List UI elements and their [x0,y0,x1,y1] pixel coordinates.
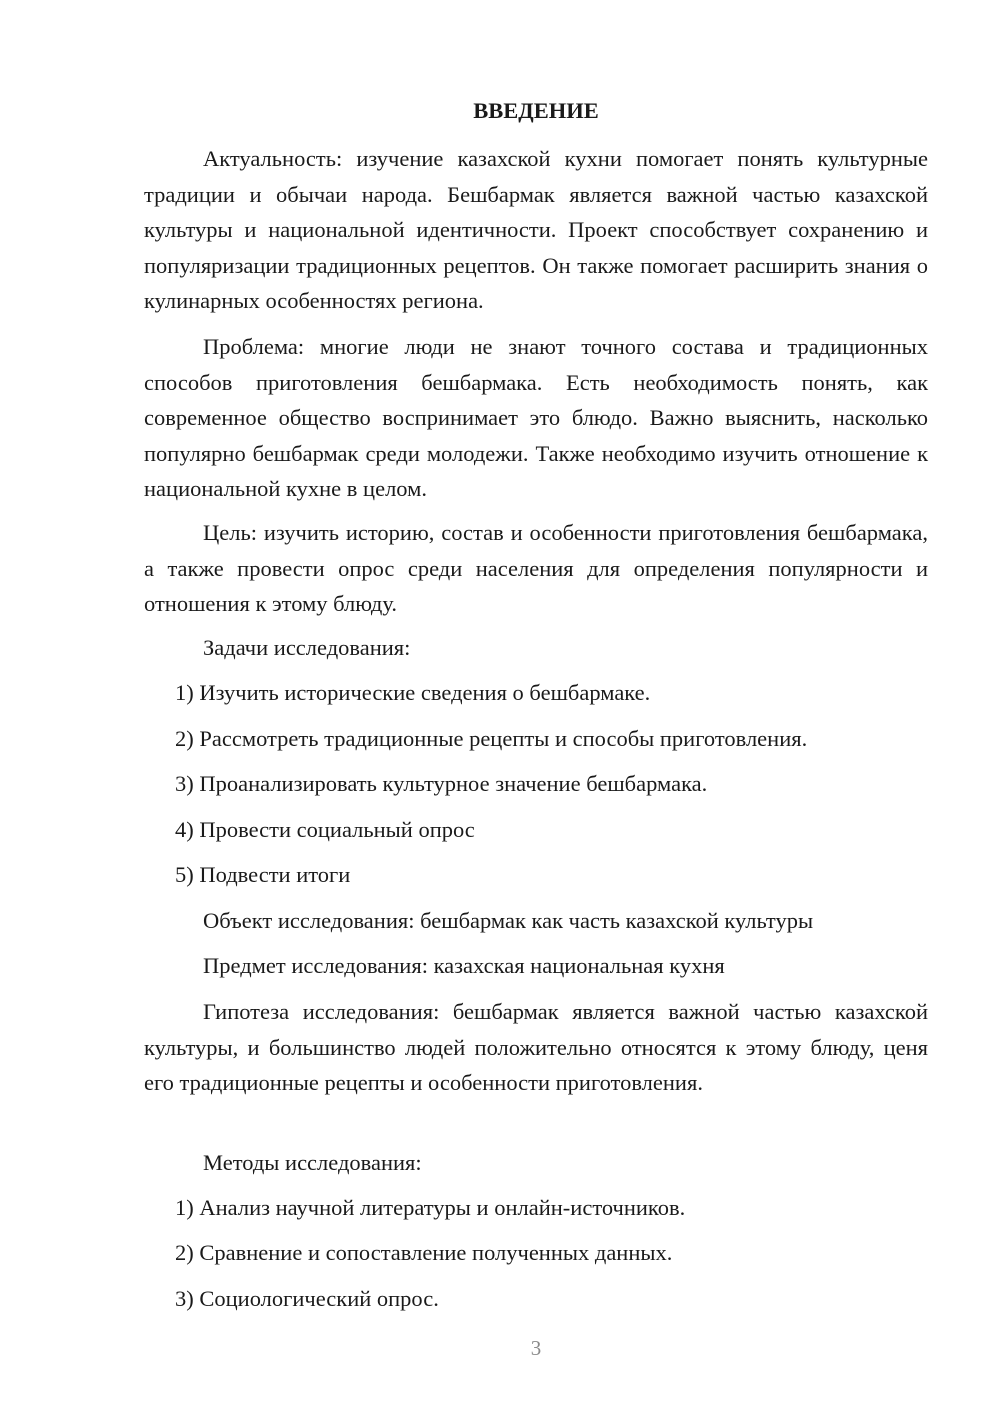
page-number: 3 [530,1336,542,1360]
task-item: 4) Провести социальный опрос [175,817,475,842]
task-item: 2) Рассмотреть традиционные рецепты и способы приготовления. [175,726,808,751]
paragraph-goal: Цель: изучить историю, состав и особенности приготовления бешбармака, а также провести опрос среди населения для определения популярности и отношения к этому блюду. [144,520,928,616]
page-title: ВВЕДЕНИЕ [473,98,599,123]
paragraph-object: Объект исследования: бешбармак как часть казахской культуры [203,908,814,933]
task-item: 3) Проанализировать культурное значение бешбармака. [175,771,708,796]
method-item: 2) Сравнение и сопоставление полученных данных. [175,1240,673,1265]
paragraph-problem: Проблема: многие люди не знают точного состава и традиционных способов приготовления бешбармака. Есть необходимость понять, как современное общество воспринимает это блюдо. Важно выяснить, насколько популярно бешбармак среди молодежи. Также необходимо изучить отношение к национальной кухне в целом. [144,334,928,501]
paragraph-subject: Предмет исследования: казахская национальная кухня [203,953,725,978]
methods-heading: Методы исследования: [203,1150,422,1175]
task-item: 5) Подвести итоги [175,862,351,887]
method-item: 3) Социологический опрос. [175,1286,439,1311]
paragraph-relevance: Актуальность: изучение казахской кухни помогает понять культурные традиции и обычаи народа. Бешбармак является важной частью казахской культуры и национальной идентичности. Проект способствует сохранению и популяризации традиционных рецептов. Он также помогает расширить знания о кулинарных особенностях региона. [144,146,928,313]
task-item: 1) Изучить исторические сведения о бешбармаке. [175,680,651,705]
paragraph-hypothesis: Гипотеза исследования: бешбармак является важной частью казахской культуры, и большинство людей положительно относятся к этому блюду, ценя его традиционные рецепты и особенности приготовления. [144,999,928,1095]
method-item: 1) Анализ научной литературы и онлайн-источников. [175,1195,686,1220]
tasks-heading: Задачи исследования: [203,635,411,660]
